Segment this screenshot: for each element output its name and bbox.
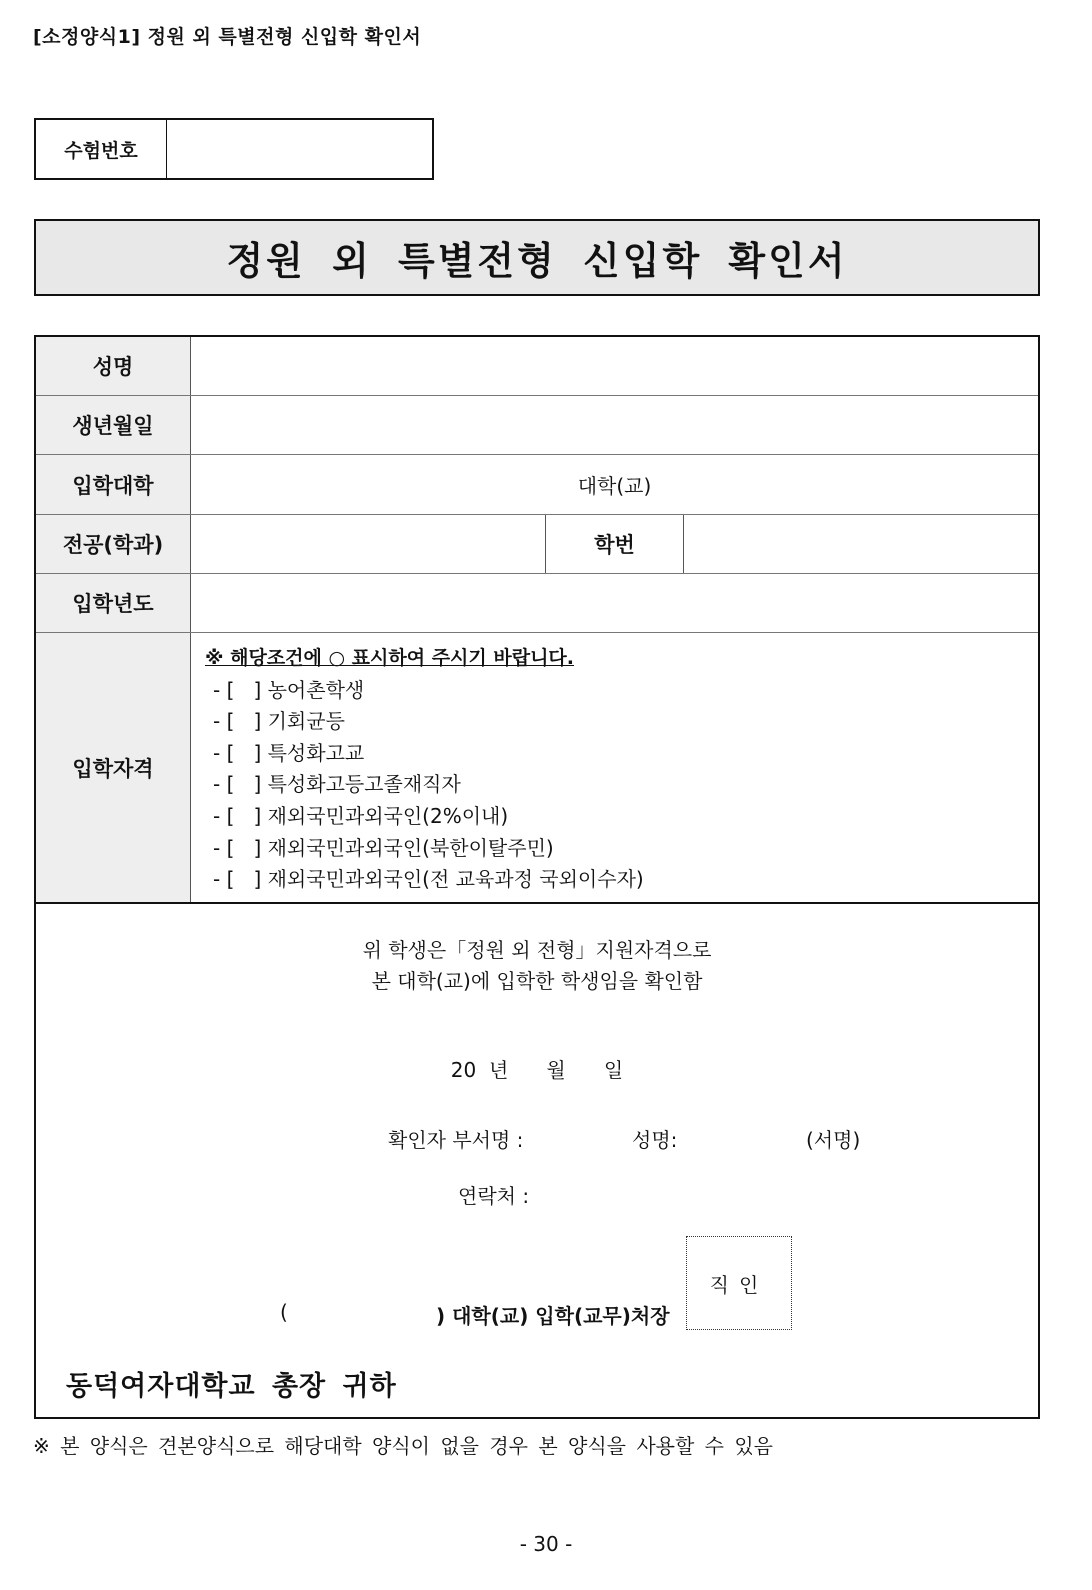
row-birth xyxy=(36,396,1038,455)
exam-number-field[interactable] xyxy=(167,120,432,178)
document-title: 정원 외 특별전형 신입학 확인서 xyxy=(34,219,1040,296)
qualification-option[interactable]: - [ ] 재외국민과외국인(2%이내) xyxy=(213,803,509,828)
college-field[interactable]: 대학(교) xyxy=(577,474,652,498)
college-label: 입학대학 xyxy=(36,455,191,514)
row-entry-year xyxy=(36,574,1038,633)
college-name-paren-open: ( xyxy=(280,1300,288,1324)
entry-year-field[interactable] xyxy=(191,574,1038,632)
info-table xyxy=(34,335,1040,1419)
qualification-instruction: ※ 해당조건에 ○ 표시하여 주시기 바랍니다. xyxy=(205,647,575,669)
qualification-options xyxy=(191,633,1038,902)
signature-label: (서명) xyxy=(806,1128,861,1152)
row-name xyxy=(36,337,1038,396)
exam-number-label: 수험번호 xyxy=(36,120,167,178)
page-number: - 30 - xyxy=(519,1532,573,1556)
qualification-option[interactable]: - [ ] 특성화고등고졸재직자 xyxy=(213,772,461,797)
qualification-option[interactable]: - [ ] 재외국민과외국인(북한이탈주민) xyxy=(213,835,554,860)
footnote: ※ 본 양식은 견본양식으로 해당대학 양식이 없을 경우 본 양식을 사용할 수 있음 xyxy=(33,1434,773,1458)
student-id-label: 학번 xyxy=(545,515,684,573)
qualification-option[interactable]: - [ ] 농어촌학생 xyxy=(213,677,365,702)
entry-year-label: 입학년도 xyxy=(36,574,191,632)
row-major xyxy=(36,515,1038,574)
name-label: 성명 xyxy=(36,337,191,395)
statement-line-1: 위 학생은「정원 외 전형」지원자격으로 xyxy=(362,938,712,962)
qualification-label: 입학자격 xyxy=(36,633,191,902)
confirmation-section xyxy=(36,902,1038,1417)
confirmer-name-label: 성명: xyxy=(632,1128,678,1152)
seal-box: 직인 xyxy=(686,1236,792,1330)
row-college xyxy=(36,455,1038,515)
exam-number-box xyxy=(34,118,434,180)
major-field[interactable] xyxy=(191,515,545,573)
student-id-field[interactable] xyxy=(684,515,1038,573)
birth-label: 생년월일 xyxy=(36,396,191,454)
qualification-option[interactable]: - [ ] 기회균등 xyxy=(213,709,345,734)
name-field[interactable] xyxy=(191,337,1038,395)
qualification-option[interactable]: - [ ] 재외국민과외국인(전 교육과정 국외이수자) xyxy=(213,867,644,892)
qualification-option[interactable]: - [ ] 특성화고교 xyxy=(213,740,365,765)
form-label: [소정양식1] 정원 외 특별전형 신입학 확인서 xyxy=(33,26,422,48)
statement-line-2: 본 대학(교)에 입학한 학생임을 확인함 xyxy=(371,969,703,993)
birth-field[interactable] xyxy=(191,396,1038,454)
date-line[interactable]: 20 년 월 일 xyxy=(450,1058,624,1082)
major-label: 전공(학과) xyxy=(36,515,191,573)
row-qualification xyxy=(36,633,1038,902)
official-title: ) 대학(교) 입학(교무)처장 xyxy=(436,1304,670,1328)
contact-label: 연락처 : xyxy=(458,1184,530,1208)
confirmer-dept-label: 확인자 부서명 : xyxy=(388,1128,524,1152)
recipient: 동덕여자대학교 총장 귀하 xyxy=(66,1371,397,1402)
